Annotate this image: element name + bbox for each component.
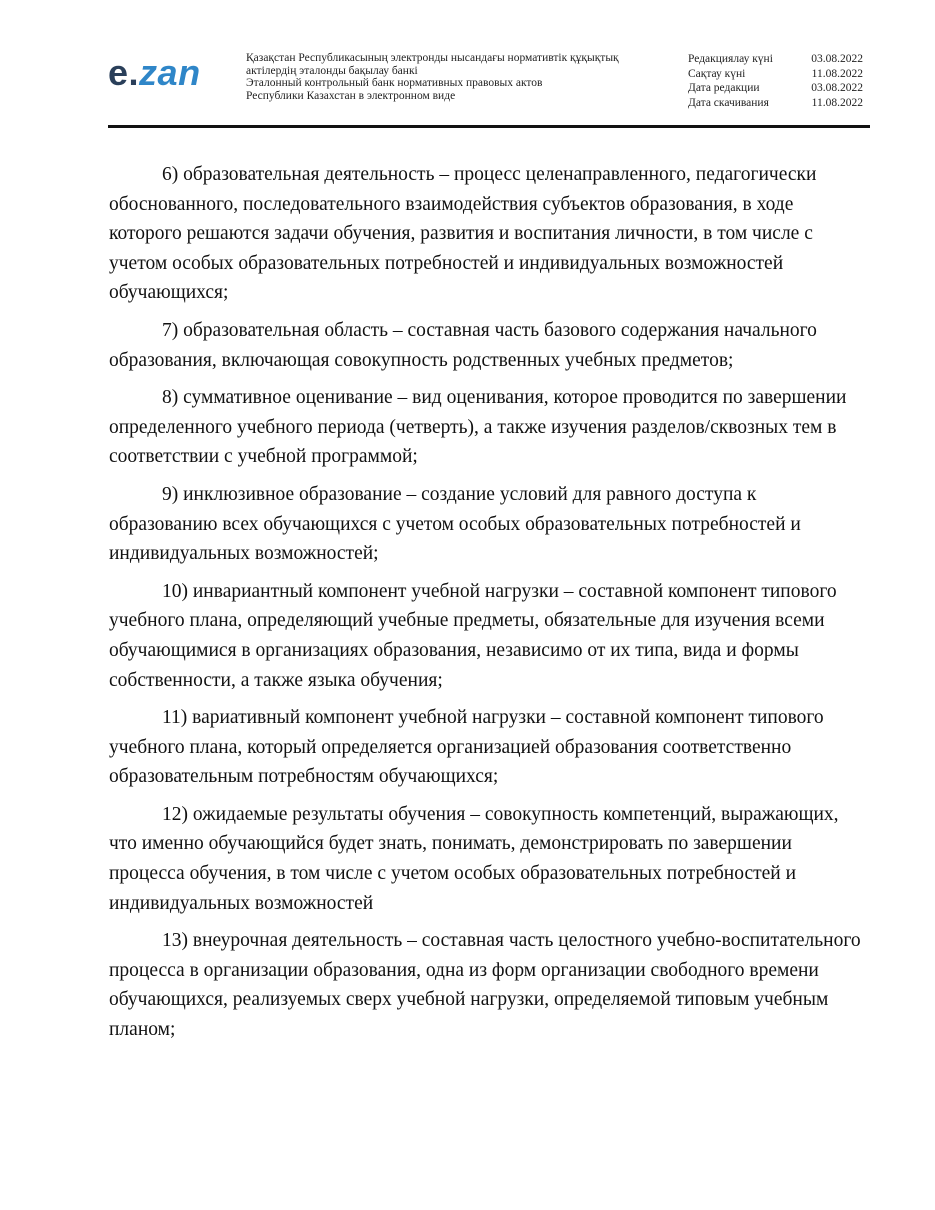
logo-e: e bbox=[108, 52, 129, 93]
paragraph-item-7: 7) образовательная область – составная часть базового содержания начального образования, включающая совокупность родственных учебных предметов; bbox=[109, 319, 817, 371]
meta-value: 11.08.2022 bbox=[811, 96, 863, 109]
org-line: актілердің эталонды бақылау банкі bbox=[246, 64, 418, 77]
org-line: Эталонный контрольный банк нормативных правовых актов bbox=[246, 77, 543, 89]
document-dates bbox=[688, 52, 863, 110]
paragraph-item-13: 13) внеурочная деятельность – составная часть целостного учебно-воспитательного процесса в организации образования, одна из форм организации свободного времени обучающихся, реализуемых сверх учебной нагрузки, определяемой типовым учебным планом; bbox=[109, 930, 861, 1041]
paragraph-item-10: 10) инвариантный компонент учебной нагрузки – составной компонент типового учебного плана, определяющий учебные предметы, обязательные для изучения всеми обучающимися в организациях образования, независимо от их типа, вида и формы собственности, а также языка обучения; bbox=[109, 580, 837, 691]
org-description bbox=[246, 52, 666, 102]
meta-value: 11.08.2022 bbox=[811, 67, 863, 80]
meta-label: Дата редакции bbox=[688, 82, 760, 94]
meta-row-edit-date-ru bbox=[688, 81, 863, 96]
document-body bbox=[109, 160, 861, 1053]
org-line: Республики Казахстан в электронном виде bbox=[246, 89, 456, 102]
header-divider bbox=[108, 125, 870, 128]
meta-row-edit-date-kz bbox=[688, 52, 863, 67]
meta-value: 03.08.2022 bbox=[811, 53, 863, 65]
paragraph-item-12: 12) ожидаемые результаты обучения – совокупность компетенций, выражающих, что именно обучающийся будет знать, понимать, демонстрировать по завершении процесса обучения, в том числе с учетом особых образовательных потребностей и индивидуальных возможностей bbox=[109, 803, 839, 914]
meta-value: 03.08.2022 bbox=[811, 82, 863, 94]
meta-row-save-date-kz bbox=[688, 67, 863, 82]
meta-label: Сақтау күні bbox=[688, 67, 746, 80]
meta-row-download-date-ru bbox=[688, 96, 863, 111]
ezan-logo bbox=[108, 52, 201, 94]
meta-label: Редакциялау күні bbox=[688, 53, 773, 65]
meta-label: Дата скачивания bbox=[688, 96, 769, 109]
org-line: Қазақстан Республикасының электронды нысандағы нормативтік құқықтық bbox=[246, 52, 619, 64]
paragraph-item-6: 6) образовательная деятельность – процесс целенаправленного, педагогически обоснованного, последовательного взаимодействия субъектов образования, в ходе которого решаются задачи обучения, развития и воспитания личности, в том числе с учетом особых образовательных потребностей и индивидуальных возможностей обучающихся; bbox=[109, 164, 817, 304]
paragraph-item-9: 9) инклюзивное образование – создание условий для равного доступа к образованию всех обучающихся с учетом особых образовательных потребностей и индивидуальных возможностей; bbox=[109, 483, 801, 565]
logo-dot: . bbox=[128, 52, 140, 93]
document-header bbox=[0, 0, 935, 130]
paragraph-item-11: 11) вариативный компонент учебной нагрузки – составной компонент типового учебного плана, который определяется организацией образования соответственно образовательным потребностям обучающихся; bbox=[109, 707, 824, 788]
paragraph-item-8: 8) суммативное оценивание – вид оценивания, которое проводится по завершении определенного учебного периода (четверть), а также изучения разделов/сквозных тем в соответствии с учебной программой; bbox=[109, 387, 847, 468]
logo-zan: zan bbox=[139, 52, 201, 93]
